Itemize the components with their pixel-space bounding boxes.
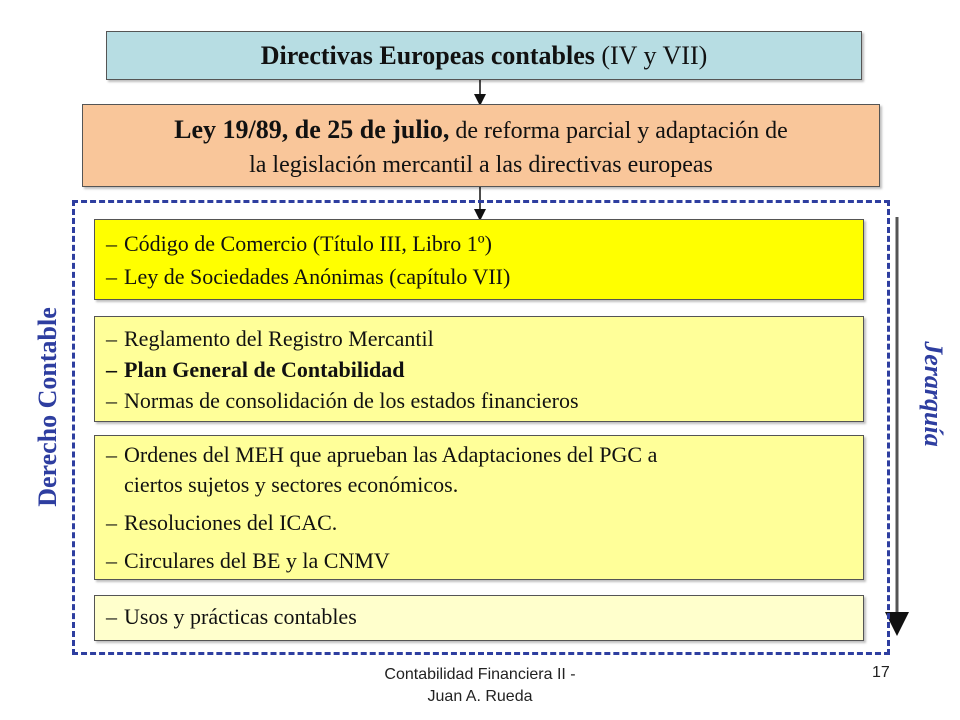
list-item: – Código de Comercio (Título III, Libro 1º): [106, 231, 492, 256]
codigo-comercio-box: [94, 219, 864, 300]
page-number: 17: [872, 664, 890, 681]
list-item: – Resoluciones del ICAC.: [106, 510, 338, 535]
reglamento-box: [94, 316, 864, 422]
ley-19-89-box: [82, 104, 880, 187]
list-item: – Reglamento del Registro Mercantil: [106, 326, 434, 351]
ley-line2: la legislación mercantil a las directivas europeas: [249, 152, 713, 178]
list-item: – Circulares del BE y la CNMV: [106, 548, 390, 573]
footer-line2: Juan A. Rueda: [427, 688, 533, 705]
directivas-europeas-box: [106, 31, 862, 80]
ley-line1-rest: de reforma parcial y adaptación de: [449, 118, 788, 144]
derecho-contable-label: Derecho Contable: [33, 307, 62, 507]
list-item: – Ley de Sociedades Anónimas (capítulo VII): [106, 264, 511, 289]
directivas-title-bold: Directivas Europeas contables: [260, 40, 595, 70]
ordenes-box: [94, 435, 864, 580]
list-item: – Normas de consolidación de los estados financieros: [106, 388, 579, 413]
ley-title-bold: Ley 19/89, de 25 de julio,: [174, 115, 450, 144]
directivas-title-normal: (IV y VII): [594, 40, 708, 70]
list-item: – Usos y prácticas contables: [106, 604, 357, 629]
footer: [350, 664, 610, 708]
jerarquia-label: Jerarquía: [919, 341, 948, 447]
list-item: – Ordenes del MEH que aprueban las Adaptaciones del PGC a: [106, 442, 658, 467]
usos-box: [94, 595, 864, 641]
footer-line1: Contabilidad Financiera II -: [384, 666, 576, 683]
list-item: – Plan General de Contabilidad: [106, 357, 405, 382]
list-item-continuation: ciertos sujetos y sectores económicos.: [124, 472, 459, 497]
